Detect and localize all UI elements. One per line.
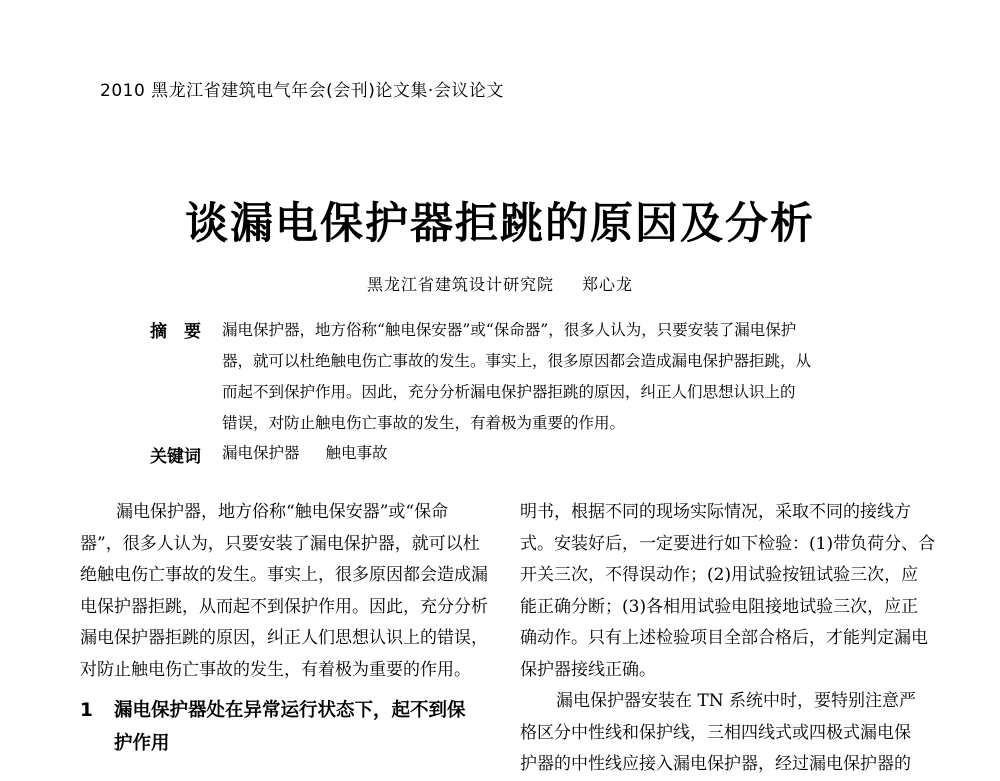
section-title-line: 护作用	[114, 733, 170, 754]
abstract-label: 摘 要	[150, 322, 201, 342]
body-line: 对防止触电伤亡事故的发生，有着极为重要的作用。	[80, 659, 471, 680]
keyword-item: 触电事故	[325, 444, 388, 462]
keywords-list	[222, 438, 862, 469]
body-line: 确动作。只有上述检验项目全部合格后，才能判定漏电	[520, 628, 928, 648]
body-line: 开关三次，不得误动作；(2)用试验按钮试验三次，应	[520, 565, 919, 585]
body-line: 电保护器拒跳，从而起不到保护作用。因此，充分分析	[80, 596, 488, 617]
body-line: 式。安装好后，一定要进行如下检验：(1)带负荷分、合	[520, 533, 936, 554]
abstract-line: 错误，对防止触电伤亡事故的发生，有着极为重要的作用。	[222, 414, 626, 432]
article-title: 谈漏电保护器拒跳的原因及分析	[185, 199, 815, 249]
body-line: 漏电保护器拒跳的原因，纠正人们思想认识上的错误，	[80, 628, 488, 648]
abstract-line: 漏电保护器，地方俗称“触电保安器”或“保命器”，很多人认为，只要安装了漏电保护	[222, 321, 797, 339]
body-line: 器”，很多人认为，只要安装了漏电保护器，就可以杜	[80, 533, 480, 554]
abstract-text	[222, 315, 862, 439]
keyword-item: 漏电保护器	[222, 444, 300, 462]
body-right-column	[520, 497, 936, 781]
section-number: 1	[80, 700, 93, 721]
body-line: 保护器接线正确。	[520, 659, 656, 680]
body-line: 漏电保护器安装在 TN 系统中时，要特别注意严	[556, 691, 917, 711]
body-line: 明书，根据不同的现场实际情况，采取不同的接线方	[520, 502, 911, 522]
author-affiliation: 黑龙江省建筑设计研究院	[366, 275, 554, 294]
section-title-line: 漏电保护器处在异常运行状态下，起不到保	[114, 700, 466, 721]
body-left-column	[80, 497, 490, 686]
body-line: 能正确分断；(3)各相用试验电阻接地试验三次，应正	[520, 596, 919, 617]
body-line: 绝触电伤亡事故的发生。事实上，很多原因都会造成漏	[80, 565, 488, 585]
body-line: 漏电保护器，地方俗称“触电保安器”或“保命	[116, 502, 449, 522]
body-line: 格区分中性线和保护线，三相四线式或四极式漏电保	[520, 722, 911, 743]
author-line	[0, 272, 1000, 295]
body-line: 护器的中性线应接入漏电保护器，经过漏电保护器的	[520, 754, 911, 774]
running-header: 2010 黑龙江省建筑电气年会(会刊)论文集·会议论文	[100, 81, 504, 101]
abstract-line: 器，就可以杜绝触电伤亡事故的发生。事实上，很多原因都会造成漏电保护器拒跳，从	[222, 352, 812, 370]
section-heading-1	[80, 694, 466, 760]
keywords-label: 关键词	[150, 447, 201, 467]
author-name: 郑心龙	[582, 275, 634, 294]
abstract-line: 而起不到保护作用。因此，充分分析漏电保护器拒跳的原因，纠正人们思想认识上的	[222, 383, 796, 401]
